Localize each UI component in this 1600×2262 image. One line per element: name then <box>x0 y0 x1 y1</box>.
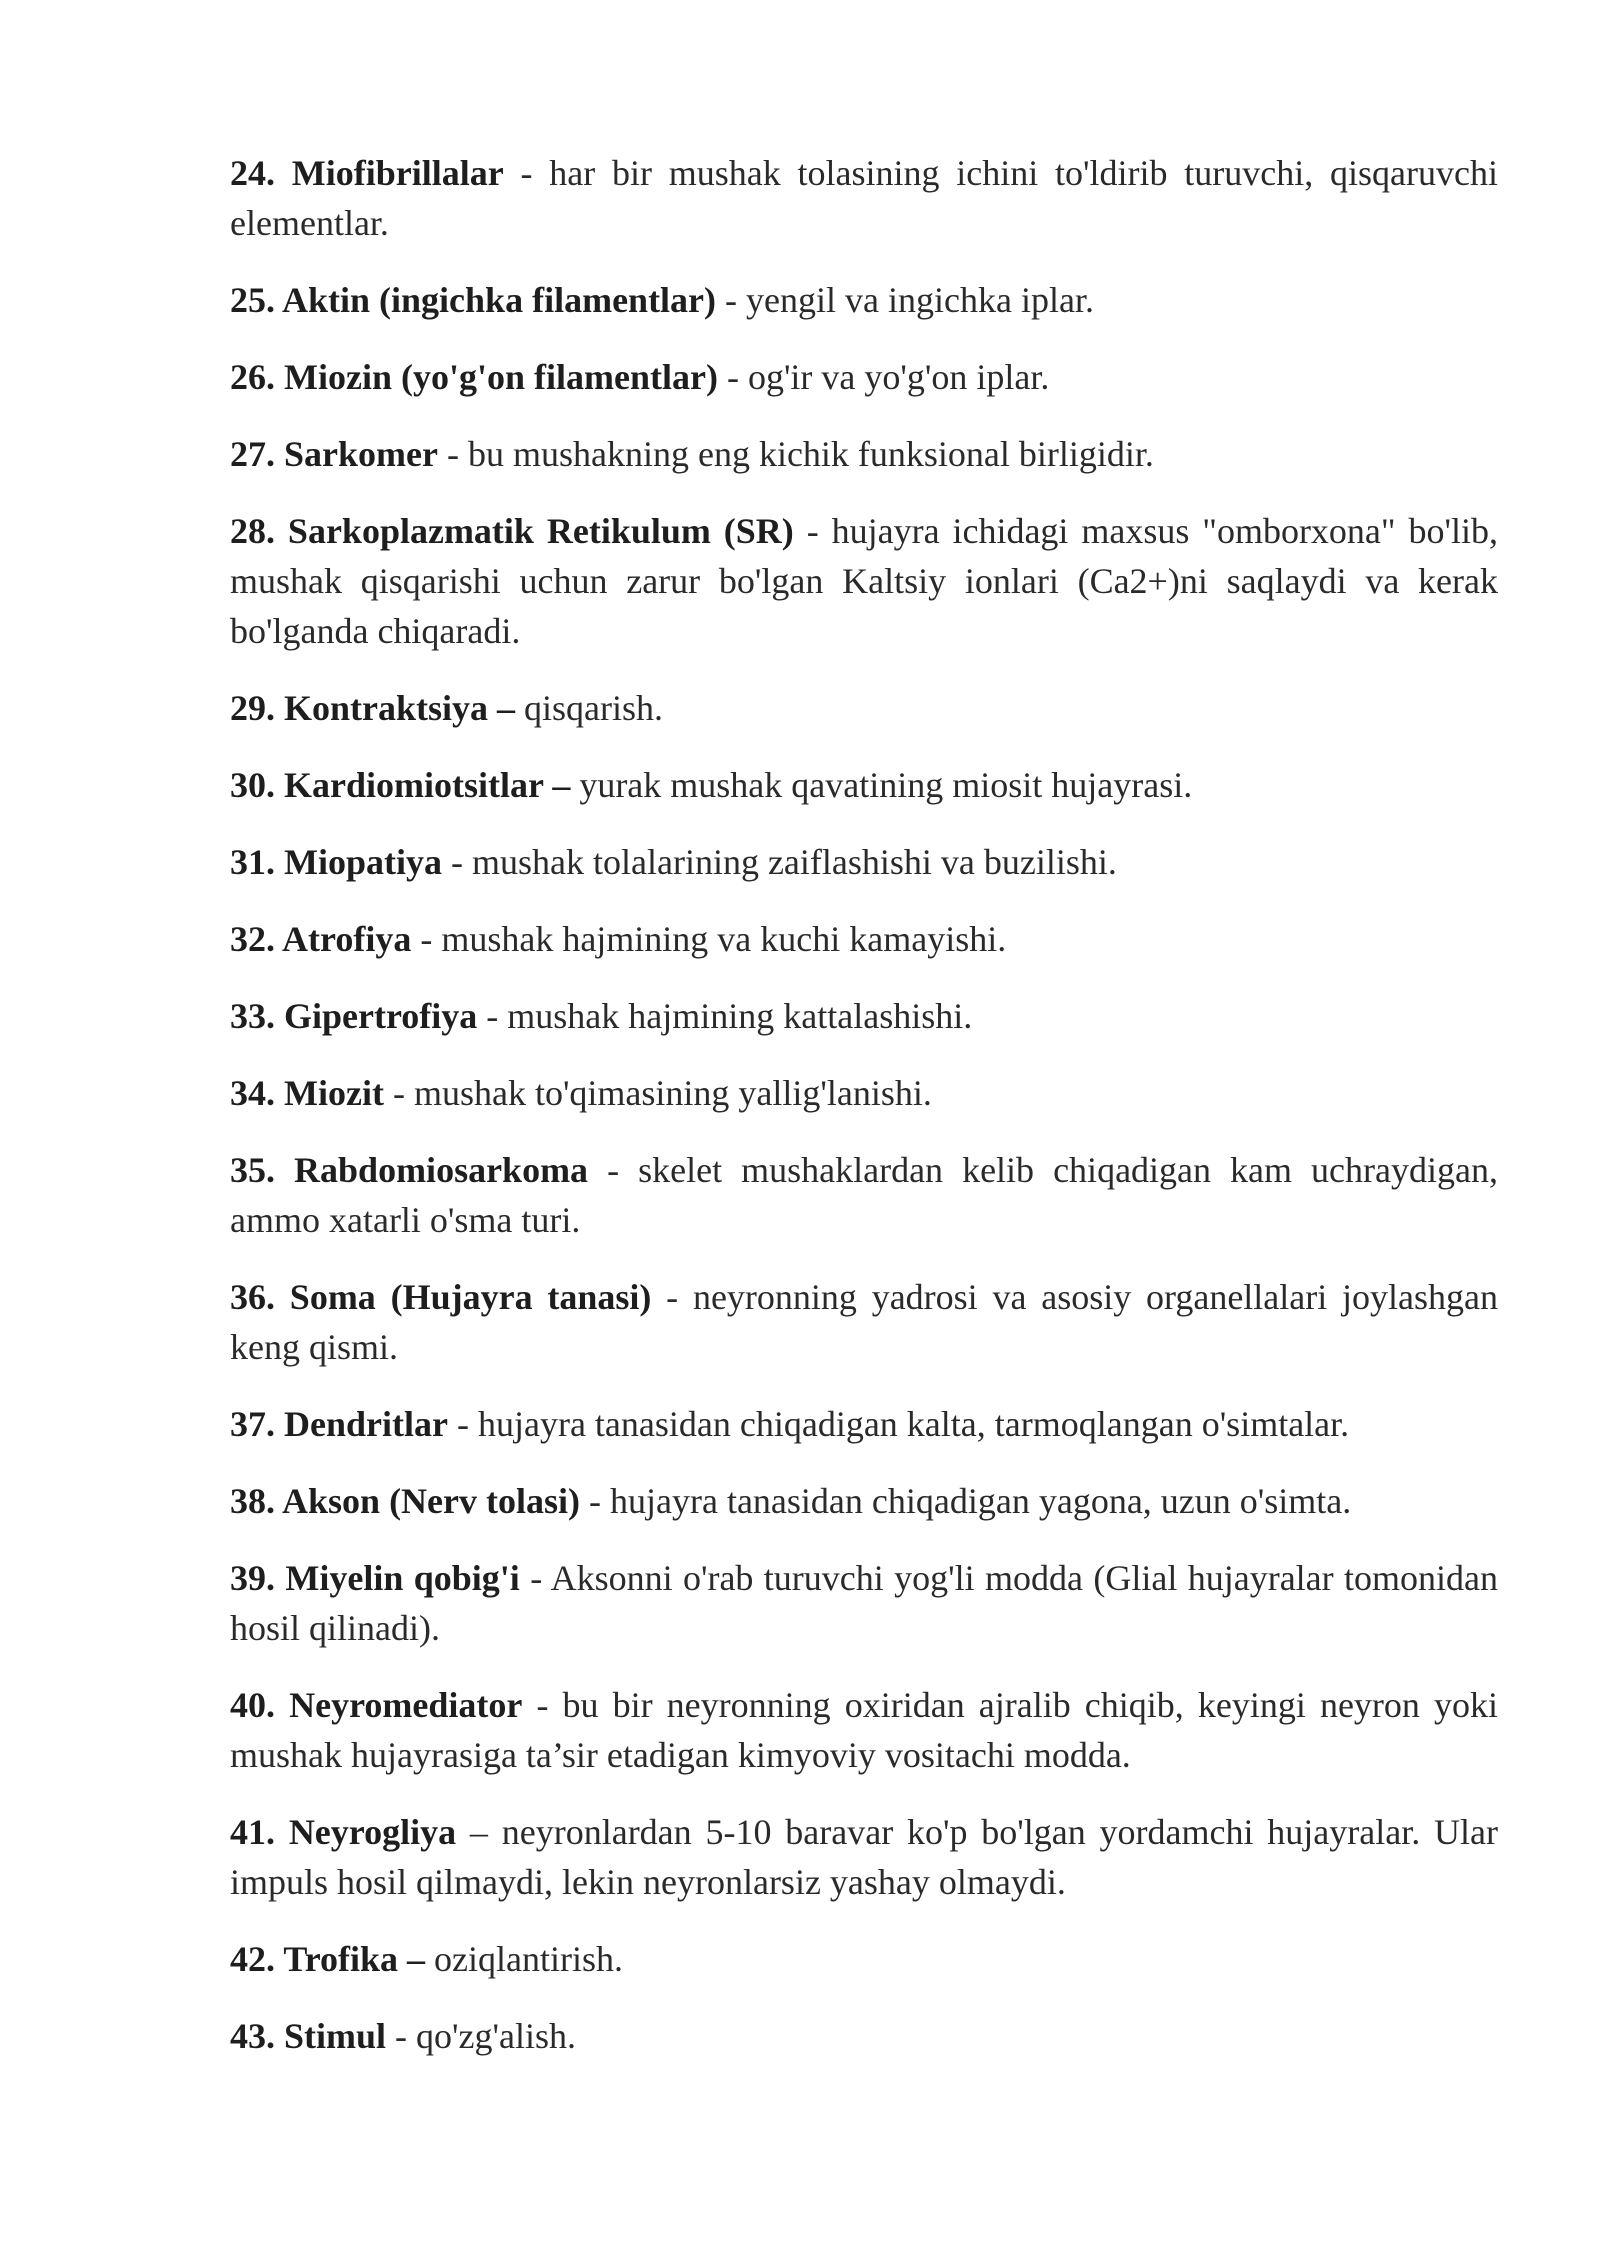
entry-term: 40. Neyromediator <box>230 1685 523 1725</box>
glossary-entry-32 <box>230 914 1498 964</box>
entry-definition: bu mushakning eng kichik funksional birligidir. <box>467 434 1154 474</box>
glossary-entry-38 <box>230 1476 1498 1526</box>
entry-separator: - <box>447 1404 478 1444</box>
glossary-entry-31 <box>230 837 1498 887</box>
glossary-entry-40 <box>230 1680 1498 1780</box>
entry-term: 34. Miozit <box>230 1073 384 1113</box>
glossary-entry-29 <box>230 683 1498 733</box>
entry-separator: - <box>519 1558 551 1598</box>
entry-separator <box>425 1939 434 1979</box>
entry-definition: hujayra tanasidan chiqadigan kalta, tarmoqlangan o'simtalar. <box>477 1404 1350 1444</box>
entry-separator <box>570 765 579 805</box>
entry-definition: Aksonni o'rab turuvchi yog'li modda (Glial hujayralar tomonidan hosil qilinadi). <box>230 1558 1498 1648</box>
entry-separator: - <box>477 996 508 1036</box>
entry-term: 43. Stimul <box>230 2016 387 2056</box>
entry-separator: - <box>386 2016 417 2056</box>
entry-separator: - <box>442 842 472 882</box>
glossary-page <box>230 148 1498 2088</box>
entry-separator: - <box>793 511 832 551</box>
entry-definition: mushak hajmining kattalashishi. <box>507 996 973 1036</box>
entry-term: 24. Miofibrillalar <box>230 153 504 193</box>
glossary-entry-28 <box>230 506 1498 656</box>
entry-separator: - <box>651 1277 693 1317</box>
glossary-entry-42 <box>230 1934 1498 1984</box>
entry-definition: hujayra tanasidan chiqadigan yagona, uzun o'simta. <box>610 1481 1352 1521</box>
entry-definition: hujayra ichidagi maxsus "omborxona" bo'lib, mushak qisqarishi uchun zarur bo'lgan Kaltsiy ionlari (Ca2+)ni saqlaydi va kerak bo'lganda chiqaradi. <box>230 511 1499 651</box>
entry-term: 28. Sarkoplazmatik Retikulum (SR) <box>230 511 794 551</box>
entry-term: 25. Aktin (ingichka filamentlar) <box>230 280 717 320</box>
entry-term: 33. Gipertrofiya <box>230 996 478 1036</box>
entry-term: 31. Miopatiya <box>230 842 442 882</box>
glossary-entry-35 <box>230 1145 1498 1245</box>
entry-definition: neyronlardan 5-10 baravar ko'p bo'lgan yordamchi hujayralar. Ular impuls hosil qilmaydi, lekin neyronlarsiz yashay olmaydi. <box>230 1812 1499 1902</box>
entry-definition: oziqlantirish. <box>434 1939 624 1979</box>
entry-term: 30. Kardiomiotsitlar – <box>230 765 571 805</box>
entry-term: 37. Dendritlar <box>230 1404 448 1444</box>
entry-definition: qisqarish. <box>524 688 664 728</box>
glossary-entry-27 <box>230 429 1498 479</box>
entry-separator: - <box>588 1150 639 1190</box>
entry-definition: yurak mushak qavatining miosit hujayrasi. <box>579 765 1193 805</box>
entry-term: 29. Kontraktsiya – <box>230 688 516 728</box>
entry-definition: neyronning yadrosi va asosiy organellalari joylashgan keng qismi. <box>230 1277 1499 1367</box>
entry-separator: – <box>456 1812 502 1852</box>
entry-definition: mushak hajmining va kuchi kamayishi. <box>441 919 1007 959</box>
entry-definition: bu bir neyronning oxiridan ajralib chiqib, keyingi neyron yoki mushak hujayrasiga ta’sir etadigan kimyoviy vositachi modda. <box>230 1685 1498 1775</box>
entry-term: 41. Neyrogliya <box>230 1812 457 1852</box>
glossary-entry-26 <box>230 352 1498 402</box>
entry-separator: - <box>411 919 442 959</box>
entry-term: 38. Akson (Nerv tolasi) <box>230 1481 580 1521</box>
entry-separator <box>515 688 524 728</box>
entry-separator: - <box>717 357 748 397</box>
entry-term: 42. Trofika – <box>230 1939 426 1979</box>
glossary-entry-34 <box>230 1068 1498 1118</box>
entry-definition: skelet mushaklardan kelib chiqadigan kam uchraydigan, ammo xatarli o'sma turi. <box>230 1150 1498 1240</box>
entry-separator: - <box>716 280 747 320</box>
entry-term: 27. Sarkomer <box>230 434 438 474</box>
entry-separator: - <box>503 153 550 193</box>
entry-separator: - <box>580 1481 610 1521</box>
glossary-entry-41 <box>230 1807 1498 1907</box>
entry-separator: - <box>383 1073 414 1113</box>
glossary-entry-36 <box>230 1272 1498 1372</box>
entry-definition: yengil va ingichka iplar. <box>746 280 1094 320</box>
entry-separator: - <box>437 434 468 474</box>
entry-separator: - <box>522 1685 563 1725</box>
entry-term: 36. Soma (Hujayra tanasi) <box>230 1277 652 1317</box>
entry-term: 35. Rabdomiosarkoma <box>230 1150 589 1190</box>
glossary-entry-37 <box>230 1399 1498 1449</box>
glossary-entry-33 <box>230 991 1498 1041</box>
entry-definition: mushak tolalarining zaiflashishi va buzilishi. <box>472 842 1117 882</box>
entry-definition: qo'zg'alish. <box>416 2016 576 2056</box>
glossary-entry-39 <box>230 1553 1498 1653</box>
glossary-entry-30 <box>230 760 1498 810</box>
entry-term: 26. Miozin (yo'g'on filamentlar) <box>230 357 718 397</box>
entry-term: 39. Miyelin qobig'i <box>230 1558 520 1598</box>
entry-definition: mushak to'qimasining yallig'lanishi. <box>413 1073 932 1113</box>
glossary-entry-25 <box>230 275 1498 325</box>
glossary-entry-24 <box>230 148 1498 248</box>
entry-term: 32. Atrofiya <box>230 919 412 959</box>
glossary-entry-43 <box>230 2011 1498 2061</box>
entry-definition: har bir mushak tolasining ichini to'ldirib turuvchi, qisqaruvchi elementlar. <box>230 153 1499 243</box>
entry-definition: og'ir va yo'g'on iplar. <box>747 357 1050 397</box>
